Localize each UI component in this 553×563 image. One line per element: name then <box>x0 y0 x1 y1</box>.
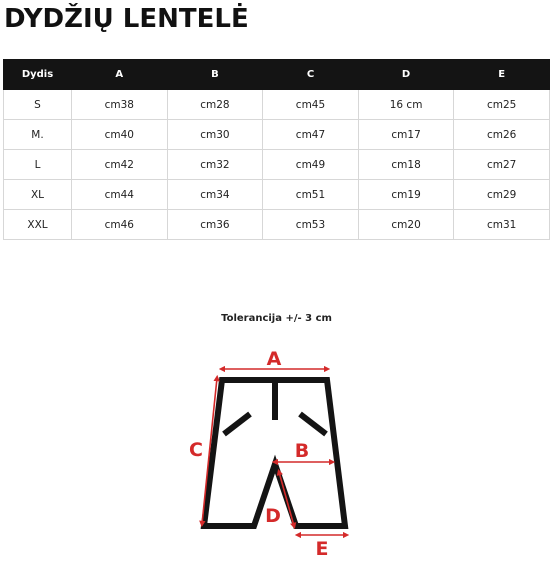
table-cell: cm32 <box>167 150 263 180</box>
table-cell: cm18 <box>358 150 454 180</box>
column-header-b: B <box>167 60 263 90</box>
table-cell: cm26 <box>454 120 550 150</box>
label-d: D <box>265 505 281 527</box>
measure-a <box>222 348 327 370</box>
table-cell: cm31 <box>454 210 550 240</box>
table-cell: cm49 <box>263 150 359 180</box>
table-cell: cm51 <box>263 180 359 210</box>
column-header-d: D <box>358 60 454 90</box>
table-cell: cm47 <box>263 120 359 150</box>
table-header-row <box>4 60 550 90</box>
table-cell: M. <box>4 120 72 150</box>
shorts-measurement-diagram <box>180 338 370 560</box>
table-cell: cm27 <box>454 150 550 180</box>
table-cell: cm25 <box>454 90 550 120</box>
column-header-e: E <box>454 60 550 90</box>
tolerance-note: Tolerancija +/- 3 cm <box>221 313 332 324</box>
column-header-a: A <box>72 60 168 90</box>
table-cell: S <box>4 90 72 120</box>
table-cell: XL <box>4 180 72 210</box>
table-row <box>4 210 550 240</box>
column-header-size: Dydis <box>4 60 72 90</box>
table-row <box>4 150 550 180</box>
label-e: E <box>315 538 329 560</box>
size-table <box>3 59 550 240</box>
table-cell: cm45 <box>263 90 359 120</box>
table-cell: XXL <box>4 210 72 240</box>
label-c: C <box>189 439 203 461</box>
table-cell: cm53 <box>263 210 359 240</box>
table-cell: cm17 <box>358 120 454 150</box>
label-a: A <box>266 348 282 370</box>
measure-e <box>298 535 346 560</box>
table-row <box>4 90 550 120</box>
table-cell: cm19 <box>358 180 454 210</box>
table-cell: cm38 <box>72 90 168 120</box>
column-header-c: C <box>263 60 359 90</box>
table-row <box>4 180 550 210</box>
table-cell: cm46 <box>72 210 168 240</box>
table-cell: L <box>4 150 72 180</box>
table-cell: 16 cm <box>358 90 454 120</box>
table-cell: cm29 <box>454 180 550 210</box>
table-cell: cm30 <box>167 120 263 150</box>
table-cell: cm28 <box>167 90 263 120</box>
table-cell: cm42 <box>72 150 168 180</box>
table-row <box>4 120 550 150</box>
table-cell: cm34 <box>167 180 263 210</box>
label-b: B <box>294 440 310 462</box>
table-cell: cm20 <box>358 210 454 240</box>
table-cell: cm36 <box>167 210 263 240</box>
page-title: DYDŽIŲ LENTELĖ <box>4 4 249 34</box>
table-cell: cm44 <box>72 180 168 210</box>
table-cell: cm40 <box>72 120 168 150</box>
